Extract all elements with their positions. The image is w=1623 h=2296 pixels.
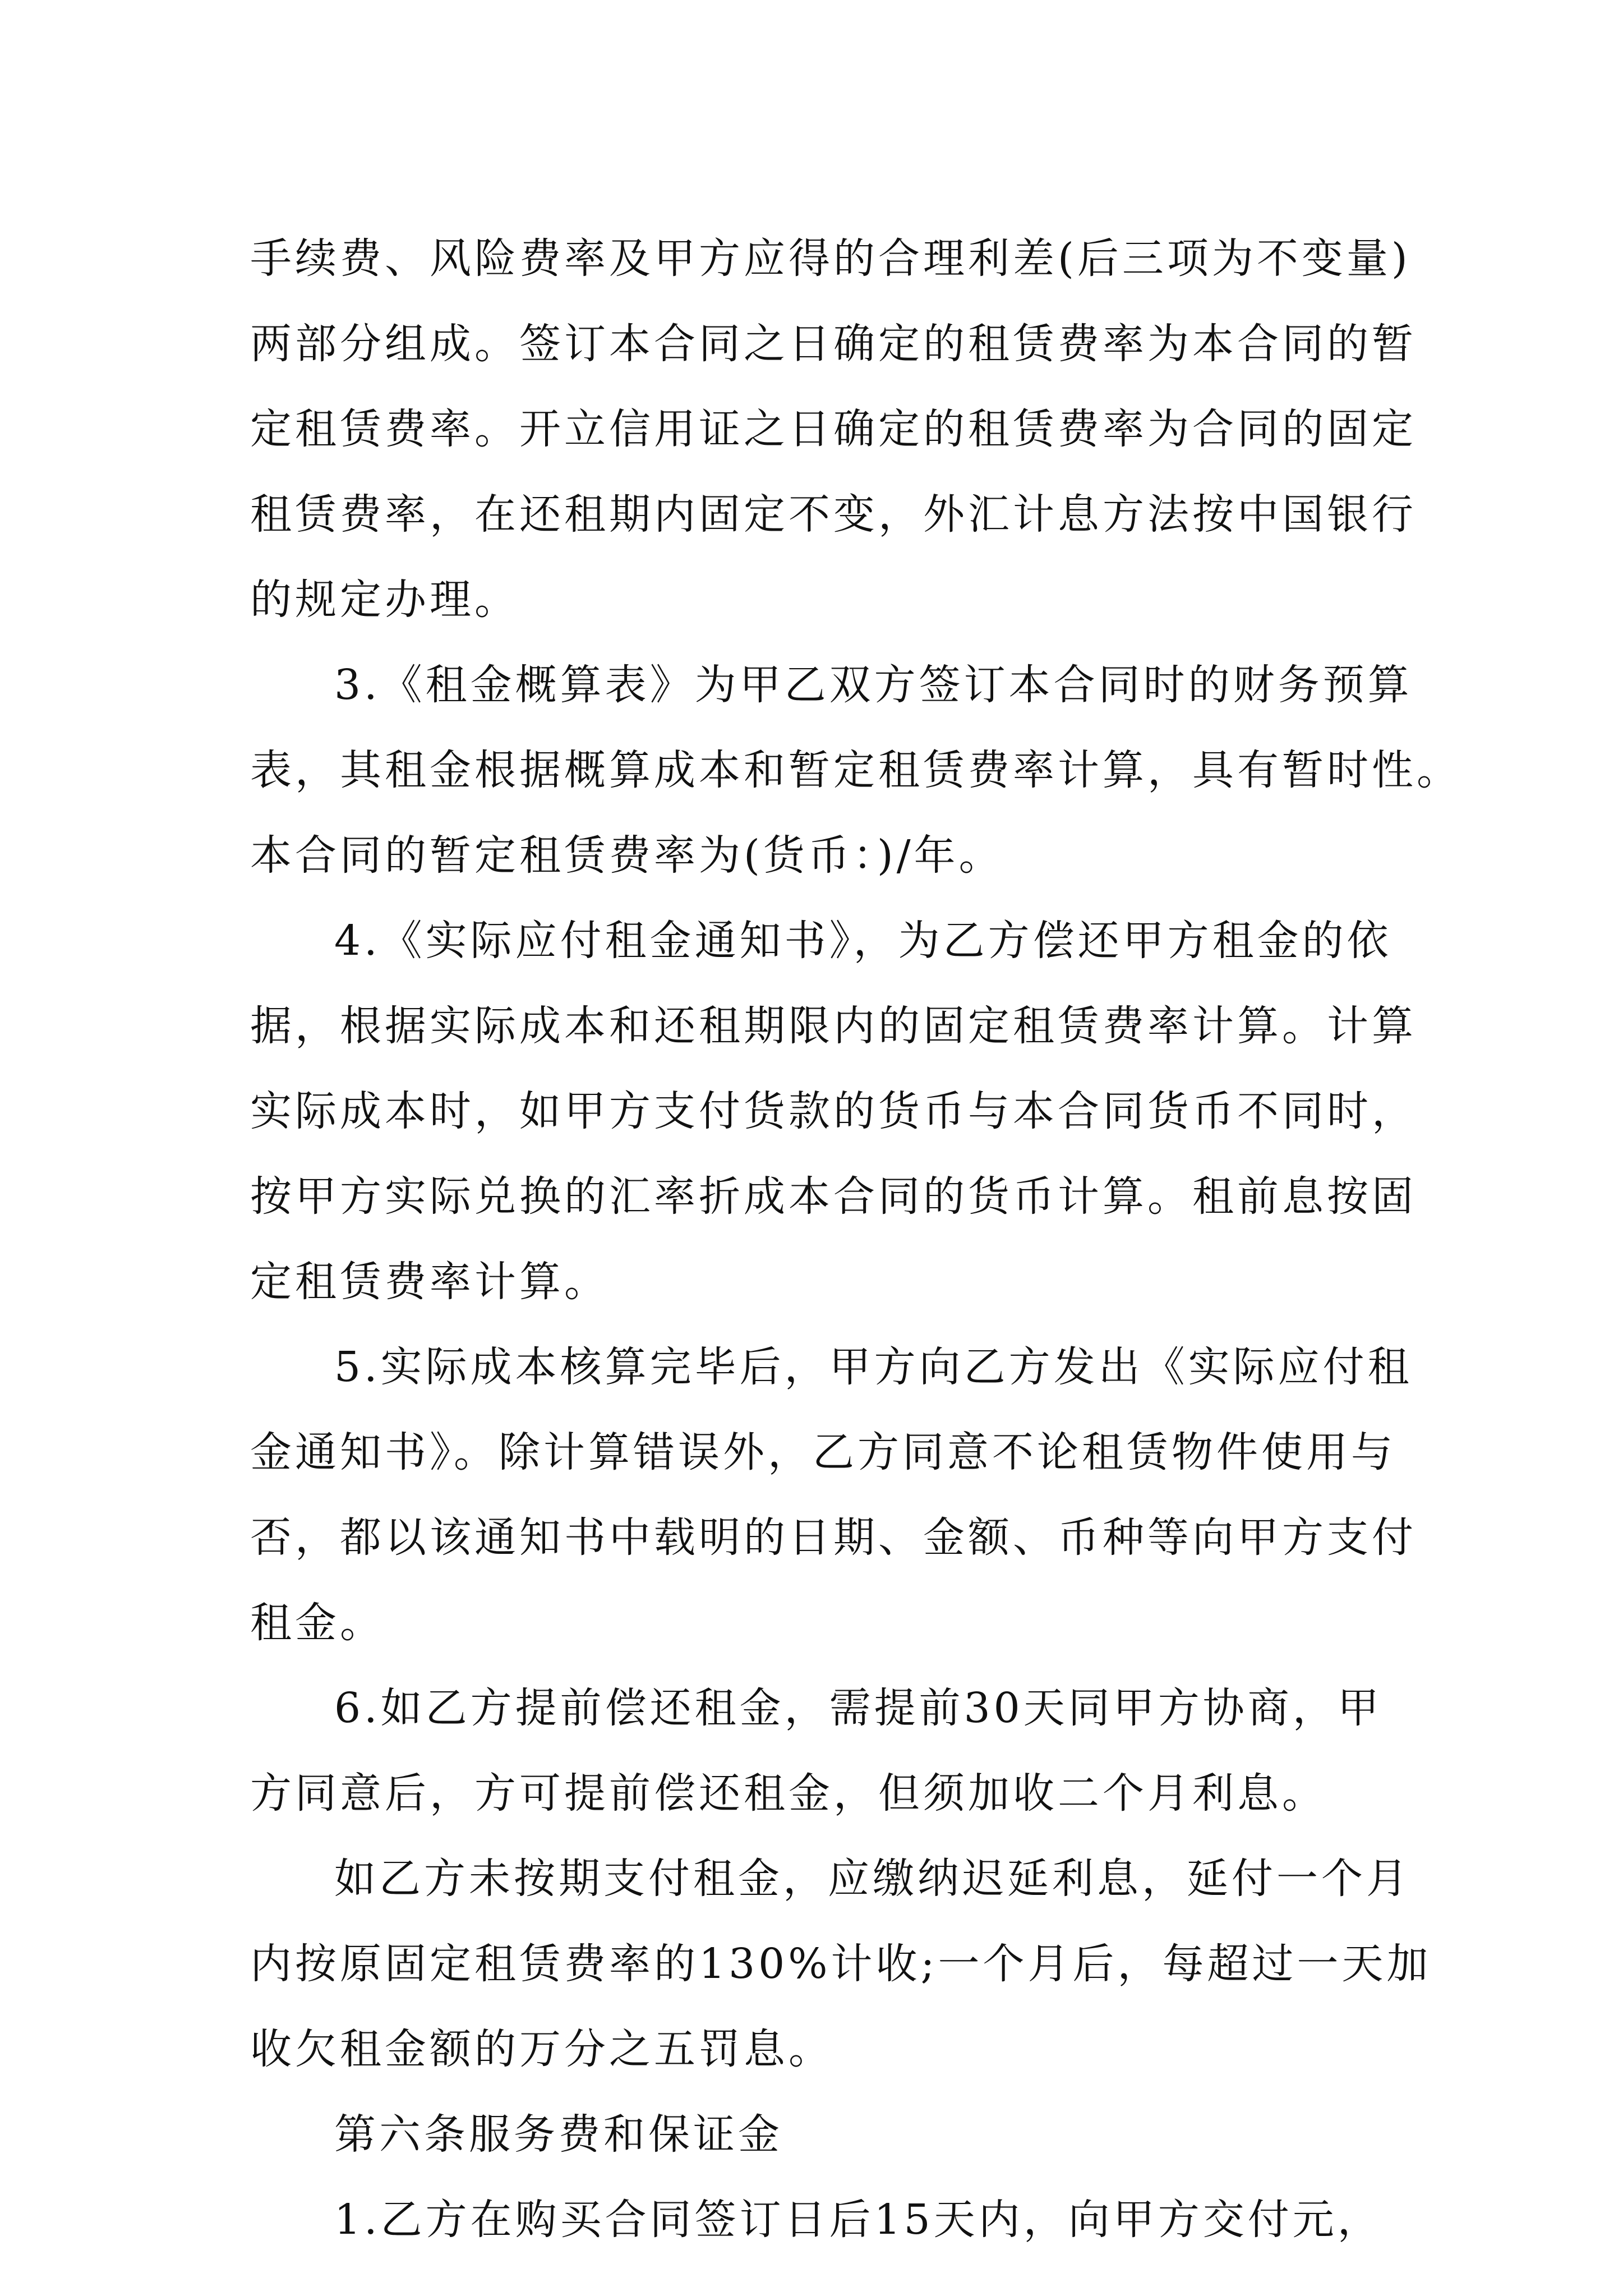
clause-3-line: 3.《租金概算表》为甲乙双方签订本合同时的财务预算 [334, 661, 1413, 709]
text-line: 的规定办理。 [250, 576, 519, 624]
text-line: 手续费、风险费率及甲方应得的合理利差(后三项为不变量) [250, 234, 1411, 283]
text-line: 本合同的暂定租赁费率为(货币：)/年。 [250, 831, 1004, 880]
text-line: 定租赁费率计算。 [250, 1258, 609, 1306]
text-line: 内按原固定租赁费率的130%计收;一个月后，每超过一天加 [250, 1940, 1432, 1988]
clause-1-line: 1.乙方在购买合同签订日后15天内，向甲方交付元， [334, 2196, 1382, 2244]
text-line: 方同意后，方可提前偿还租金，但须加收二个月利息。 [250, 1769, 1327, 1818]
text-line: 租赁费率，在还租期内固定不变，外汇计息方法按中国银行 [250, 490, 1417, 539]
text-line: 据，根据实际成本和还租期限内的固定租赁费率计算。计算 [250, 1002, 1417, 1050]
document-body [250, 216, 1461, 2262]
text-line: 实际成本时，如甲方支付货款的货币与本合同货币不同时， [250, 1087, 1417, 1135]
text-line: 两部分组成。签订本合同之日确定的租赁费率为本合同的暂 [250, 320, 1417, 368]
late-payment-paragraph-line: 如乙方未按期支付租金，应缴纳迟延利息，延付一个月 [334, 1855, 1411, 1903]
clause-4-line: 4.《实际应付租金通知书》，为乙方偿还甲方租金的依 [334, 917, 1392, 965]
clause-5-line: 5.实际成本核算完毕后，甲方向乙方发出《实际应付租 [334, 1343, 1413, 1391]
text-line: 收欠租金额的万分之五罚息。 [250, 2025, 833, 2073]
text-line: 金通知书》。除计算错误外，乙方同意不论租赁物件使用与 [250, 1428, 1396, 1476]
clause-6-line: 6.如乙方提前偿还租金，需提前30天同甲方协商，甲 [334, 1684, 1382, 1732]
text-line: 租金。 [250, 1599, 385, 1647]
section-heading: 第六条服务费和保证金 [334, 2110, 783, 2159]
text-line: 表，其租金根据概算成本和暂定租赁费率计算，具有暂时性。 [250, 746, 1461, 794]
text-line: 按甲方实际兑换的汇率折成本合同的货币计算。租前息按固 [250, 1172, 1417, 1221]
text-line: 否，都以该通知书中载明的日期、金额、币种等向甲方支付 [250, 1513, 1417, 1562]
text-line: 定租赁费率。开立信用证之日确定的租赁费率为合同的固定 [250, 405, 1417, 453]
